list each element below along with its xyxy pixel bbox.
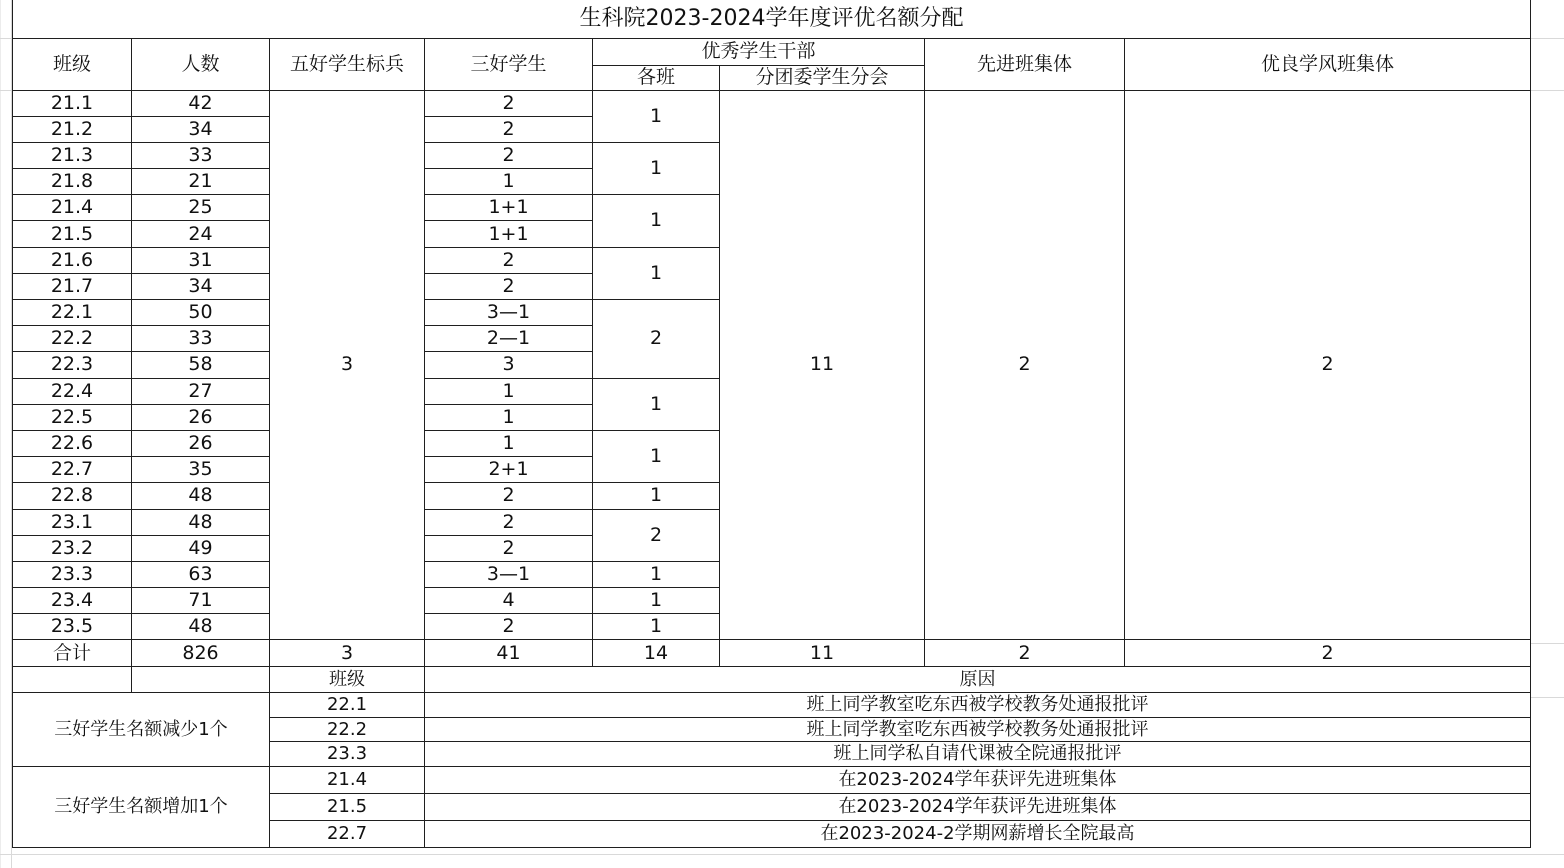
cell-three-good[interactable]: 1 (425, 430, 593, 456)
cell-cadre-each[interactable]: 1 (593, 378, 720, 430)
total-label[interactable]: 合计 (13, 640, 132, 667)
cell-count[interactable]: 25 (132, 195, 270, 221)
empty-cell[interactable] (132, 667, 270, 693)
cell-class[interactable]: 21.1 (13, 90, 132, 116)
cell-cadre-each[interactable]: 1 (593, 483, 720, 509)
cell-cadre-each[interactable]: 1 (593, 614, 720, 640)
cell-count[interactable]: 34 (132, 273, 270, 299)
cell-cadre-each[interactable]: 1 (593, 561, 720, 587)
cell-class[interactable]: 23.3 (13, 561, 132, 587)
cell-cadre-each[interactable]: 2 (593, 509, 720, 561)
cell-count[interactable]: 34 (132, 116, 270, 142)
cell-class[interactable]: 21.8 (13, 169, 132, 195)
note-class[interactable]: 22.7 (270, 820, 425, 847)
empty-cell[interactable] (13, 667, 132, 693)
notes-reason-header[interactable]: 原因 (425, 667, 1531, 693)
header-five-good[interactable]: 五好学生标兵 (270, 38, 425, 90)
total-study-style[interactable]: 2 (1125, 640, 1531, 667)
total-cadre-league[interactable]: 11 (720, 640, 925, 667)
cell-three-good[interactable]: 2 (425, 116, 593, 142)
note-class[interactable]: 22.2 (270, 717, 425, 742)
note-row (13, 766, 1531, 793)
cell-count[interactable]: 42 (132, 90, 270, 116)
cell-cadre-each[interactable]: 1 (593, 142, 720, 194)
header-cadre-league[interactable]: 分团委学生分会 (720, 65, 925, 90)
note-reason[interactable]: 在2023-2024学年获评先进班集体 (425, 766, 1531, 793)
note-class[interactable]: 21.5 (270, 793, 425, 820)
notes-class-header[interactable]: 班级 (270, 667, 425, 693)
note-reason[interactable]: 在2023-2024学年获评先进班集体 (425, 793, 1531, 820)
note-class[interactable]: 22.1 (270, 693, 425, 718)
cell-count[interactable]: 48 (132, 483, 270, 509)
total-three-good[interactable]: 41 (425, 640, 593, 667)
cell-three-good[interactable]: 3 (425, 352, 593, 378)
cell-class[interactable]: 22.6 (13, 430, 132, 456)
cell-cadre-league-merged[interactable]: 11 (720, 90, 925, 640)
cell-class[interactable]: 21.3 (13, 142, 132, 168)
cell-three-good[interactable]: 2 (425, 247, 593, 273)
cell-cadre-each[interactable]: 1 (593, 90, 720, 142)
header-study-style[interactable]: 优良学风班集体 (1125, 38, 1531, 90)
cell-three-good[interactable]: 1 (425, 378, 593, 404)
cell-three-good[interactable]: 2 (425, 142, 593, 168)
cell-three-good[interactable]: 2—1 (425, 326, 593, 352)
cell-cadre-each[interactable]: 2 (593, 300, 720, 379)
cell-class[interactable]: 22.1 (13, 300, 132, 326)
cell-class[interactable]: 23.2 (13, 535, 132, 561)
notes-header-row (13, 667, 1531, 693)
cell-class[interactable]: 21.4 (13, 195, 132, 221)
cell-three-good[interactable]: 4 (425, 588, 593, 614)
total-advanced[interactable]: 2 (925, 640, 1125, 667)
cell-study-style-merged[interactable]: 2 (1125, 90, 1531, 640)
cell-count[interactable]: 71 (132, 588, 270, 614)
cell-class[interactable]: 23.4 (13, 588, 132, 614)
cell-three-good[interactable]: 2+1 (425, 457, 593, 483)
cell-class[interactable]: 22.2 (13, 326, 132, 352)
cell-three-good[interactable]: 2 (425, 273, 593, 299)
allocation-table (12, 0, 1531, 848)
cell-class[interactable]: 22.5 (13, 404, 132, 430)
note-reason[interactable]: 班上同学教室吃东西被学校教务处通报批评 (425, 717, 1531, 742)
cell-class[interactable]: 22.7 (13, 457, 132, 483)
header-cadre-each[interactable]: 各班 (593, 65, 720, 90)
cell-count[interactable]: 48 (132, 509, 270, 535)
sheet-title[interactable]: 生科院2023-2024学年度评优名额分配 (13, 0, 1531, 38)
allocation-sheet (12, 0, 1531, 848)
cell-class[interactable]: 22.8 (13, 483, 132, 509)
cell-three-good[interactable]: 1+1 (425, 221, 593, 247)
note-reason[interactable]: 在2023-2024-2学期网薪增长全院最高 (425, 820, 1531, 847)
total-count[interactable]: 826 (132, 640, 270, 667)
cell-count[interactable]: 26 (132, 404, 270, 430)
header-count[interactable]: 人数 (132, 38, 270, 90)
cell-cadre-each[interactable]: 1 (593, 247, 720, 299)
header-advanced[interactable]: 先进班集体 (925, 38, 1125, 90)
note-reason[interactable]: 班上同学教室吃东西被学校教务处通报批评 (425, 693, 1531, 718)
cell-class[interactable]: 22.4 (13, 378, 132, 404)
cell-class[interactable]: 22.3 (13, 352, 132, 378)
cell-three-good[interactable]: 2 (425, 614, 593, 640)
note-class[interactable]: 23.3 (270, 742, 425, 767)
cell-three-good[interactable]: 2 (425, 535, 593, 561)
note-class[interactable]: 21.4 (270, 766, 425, 793)
note-row (13, 693, 1531, 718)
header-cadre[interactable]: 优秀学生干部 (593, 38, 925, 65)
cell-count[interactable]: 33 (132, 326, 270, 352)
cell-count[interactable]: 58 (132, 352, 270, 378)
total-five-good[interactable]: 3 (270, 640, 425, 667)
cell-three-good[interactable]: 1 (425, 169, 593, 195)
header-class[interactable]: 班级 (13, 38, 132, 90)
cell-count[interactable]: 35 (132, 457, 270, 483)
decrease-label[interactable]: 三好学生名额减少1个 (13, 693, 270, 767)
cell-three-good[interactable]: 1+1 (425, 195, 593, 221)
cell-cadre-each[interactable]: 1 (593, 430, 720, 482)
cell-count[interactable]: 63 (132, 561, 270, 587)
cell-five-good-merged[interactable]: 3 (270, 90, 425, 640)
cell-three-good[interactable]: 1 (425, 404, 593, 430)
note-reason[interactable]: 班上同学私自请代课被全院通报批评 (425, 742, 1531, 767)
cell-count[interactable]: 31 (132, 247, 270, 273)
cell-count[interactable]: 50 (132, 300, 270, 326)
cell-cadre-each[interactable]: 1 (593, 588, 720, 614)
cell-three-good[interactable]: 3—1 (425, 561, 593, 587)
cell-class[interactable]: 23.1 (13, 509, 132, 535)
cell-count[interactable]: 33 (132, 142, 270, 168)
cell-class[interactable]: 21.5 (13, 221, 132, 247)
total-cadre-each[interactable]: 14 (593, 640, 720, 667)
cell-cadre-each[interactable]: 1 (593, 195, 720, 247)
cell-class[interactable]: 21.6 (13, 247, 132, 273)
increase-label[interactable]: 三好学生名额增加1个 (13, 766, 270, 847)
cell-three-good[interactable]: 2 (425, 483, 593, 509)
cell-three-good[interactable]: 2 (425, 90, 593, 116)
header-three-good[interactable]: 三好学生 (425, 38, 593, 90)
cell-advanced-merged[interactable]: 2 (925, 90, 1125, 640)
table-row (13, 90, 1531, 116)
cell-count[interactable]: 49 (132, 535, 270, 561)
cell-count[interactable]: 48 (132, 614, 270, 640)
cell-count[interactable]: 24 (132, 221, 270, 247)
cell-three-good[interactable]: 3—1 (425, 300, 593, 326)
cell-three-good[interactable]: 2 (425, 509, 593, 535)
total-row (13, 640, 1531, 667)
cell-class[interactable]: 21.2 (13, 116, 132, 142)
cell-count[interactable]: 26 (132, 430, 270, 456)
cell-count[interactable]: 27 (132, 378, 270, 404)
cell-count[interactable]: 21 (132, 169, 270, 195)
cell-class[interactable]: 21.7 (13, 273, 132, 299)
cell-class[interactable]: 23.5 (13, 614, 132, 640)
